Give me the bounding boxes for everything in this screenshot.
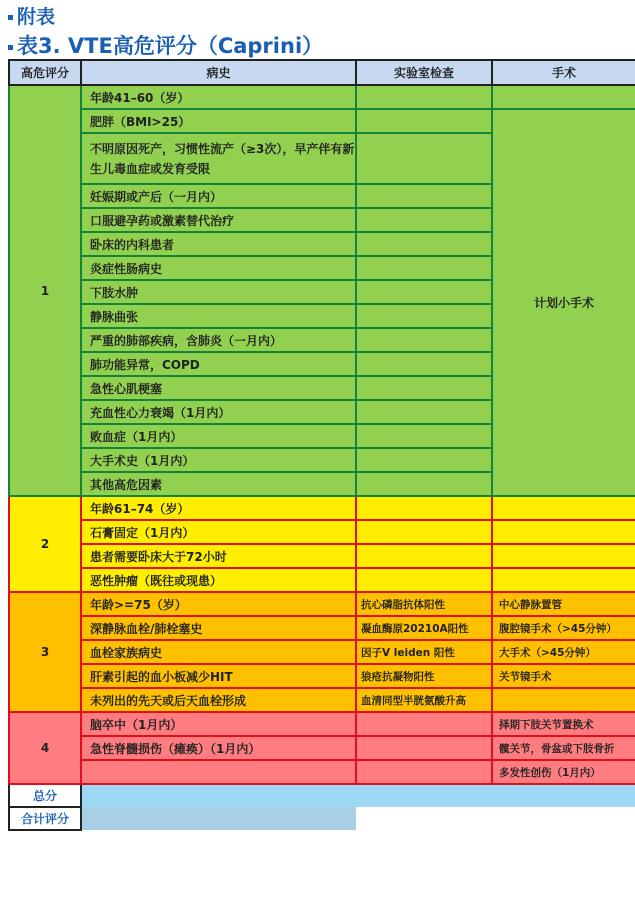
lab-cell [356, 520, 492, 544]
table-row [9, 496, 635, 520]
lab-cell [356, 568, 492, 592]
surgery-cell [492, 85, 635, 109]
table-body [9, 85, 635, 784]
surgery-cell-merged: 计划小手术 [492, 109, 635, 496]
table-row [9, 736, 635, 760]
lab-cell [356, 280, 492, 304]
lab-cell [356, 496, 492, 520]
history-cell: 深静脉血栓/肺栓塞史 [81, 616, 356, 640]
history-cell: 未列出的先天或后天血栓形成 [81, 688, 356, 712]
total-row [9, 784, 635, 807]
lab-cell [356, 109, 492, 133]
score-cell: 1 [9, 85, 81, 496]
total-label: 总分 [9, 784, 81, 807]
lab-cell [356, 304, 492, 328]
lab-cell [356, 424, 492, 448]
lab-cell [356, 232, 492, 256]
lab-cell [356, 544, 492, 568]
history-cell: 败血症（1月内） [81, 424, 356, 448]
history-cell: 恶性肿瘤（既往或现患） [81, 568, 356, 592]
score-cell: 4 [9, 712, 81, 784]
table-row [9, 520, 635, 544]
lab-cell [356, 133, 492, 184]
surgery-cell: 中心静脉置管 [492, 592, 635, 616]
history-cell: 脑卒中（1月内） [81, 712, 356, 736]
history-cell: 肥胖（BMI>25） [81, 109, 356, 133]
lab-cell [356, 736, 492, 760]
heading-text: 附表 [17, 6, 56, 28]
lab-cell: 血清同型半胱氨酸升高 [356, 688, 492, 712]
history-cell: 妊娠期或产后（一月内） [81, 184, 356, 208]
history-cell: 卧床的内科患者 [81, 232, 356, 256]
history-cell [81, 760, 356, 784]
table-row [9, 616, 635, 640]
table-row [9, 664, 635, 688]
history-cell: 口服避孕药或激素替代治疗 [81, 208, 356, 232]
totals [9, 784, 635, 830]
history-cell: 大手术史（1月内） [81, 448, 356, 472]
surgery-cell [492, 496, 635, 520]
col-score: 高危评分 [9, 60, 81, 85]
lab-cell: 抗心磷脂抗体阳性 [356, 592, 492, 616]
history-cell: 其他高危因素 [81, 472, 356, 496]
history-cell: 静脉曲张 [81, 304, 356, 328]
history-cell: 血栓家族病史 [81, 640, 356, 664]
table-row [9, 760, 635, 784]
table-row [9, 568, 635, 592]
total-value[interactable] [81, 784, 635, 807]
history-cell: 年龄41–60（岁） [81, 85, 356, 109]
title-text: 表3. VTE高危评分（Caprini） [17, 34, 324, 58]
lab-cell [356, 208, 492, 232]
lab-cell: 因子V leiden 阳性 [356, 640, 492, 664]
surgery-cell: 择期下肢关节置换术 [492, 712, 635, 736]
history-cell: 肝素引起的血小板减少HIT [81, 664, 356, 688]
surgery-cell: 关节镜手术 [492, 664, 635, 688]
surgery-cell: 髋关节，骨盆或下肢骨折 [492, 736, 635, 760]
caprini-table [8, 59, 635, 831]
surgery-cell [492, 544, 635, 568]
col-surgery: 手术 [492, 60, 635, 85]
lab-cell [356, 400, 492, 424]
table-row [9, 85, 635, 109]
lab-cell [356, 760, 492, 784]
bullet-icon [8, 45, 13, 50]
sum-value[interactable] [81, 807, 356, 830]
sum-row [9, 807, 635, 830]
lab-cell [356, 448, 492, 472]
lab-cell [356, 472, 492, 496]
col-lab: 实验室检查 [356, 60, 492, 85]
surgery-cell: 大手术（>45分钟） [492, 640, 635, 664]
history-cell: 严重的肺部疾病，含肺炎（一月内） [81, 328, 356, 352]
lab-cell [356, 85, 492, 109]
history-cell: 急性脊髓损伤（瘫痪）（1月内） [81, 736, 356, 760]
lab-cell [356, 376, 492, 400]
lab-cell: 凝血酶原20210A阳性 [356, 616, 492, 640]
lab-cell [356, 328, 492, 352]
history-cell: 充血性心力衰竭（1月内） [81, 400, 356, 424]
table-row [9, 688, 635, 712]
surgery-cell: 腹腔镜手术（>45分钟） [492, 616, 635, 640]
history-cell: 年龄61–74（岁） [81, 496, 356, 520]
header-row [9, 60, 635, 85]
table-row [9, 640, 635, 664]
history-cell: 下肢水肿 [81, 280, 356, 304]
heading [8, 2, 55, 29]
history-cell: 炎症性肠病史 [81, 256, 356, 280]
history-cell: 石膏固定（1月内） [81, 520, 356, 544]
lab-cell [356, 352, 492, 376]
blank [356, 807, 635, 830]
bullet-icon [8, 15, 13, 20]
table-row [9, 109, 635, 133]
history-cell: 不明原因死产，习惯性流产（≥3次），早产伴有新生儿毒血症或发育受限 [81, 133, 356, 184]
history-cell: 急性心肌梗塞 [81, 376, 356, 400]
sum-label: 合计评分 [9, 807, 81, 830]
history-cell: 肺功能异常，COPD [81, 352, 356, 376]
history-cell: 患者需要卧床大于72小时 [81, 544, 356, 568]
col-history: 病史 [81, 60, 356, 85]
score-cell: 3 [9, 592, 81, 712]
surgery-cell [492, 520, 635, 544]
lab-cell: 狼疮抗凝物阳性 [356, 664, 492, 688]
table-row [9, 544, 635, 568]
table-row [9, 712, 635, 736]
table-title [8, 30, 323, 60]
lab-cell [356, 712, 492, 736]
surgery-cell: 多发性创伤（1月内） [492, 760, 635, 784]
table-row [9, 592, 635, 616]
history-cell: 年龄>=75（岁） [81, 592, 356, 616]
lab-cell [356, 184, 492, 208]
lab-cell [356, 256, 492, 280]
surgery-cell [492, 568, 635, 592]
surgery-cell [492, 688, 635, 712]
score-cell: 2 [9, 496, 81, 592]
